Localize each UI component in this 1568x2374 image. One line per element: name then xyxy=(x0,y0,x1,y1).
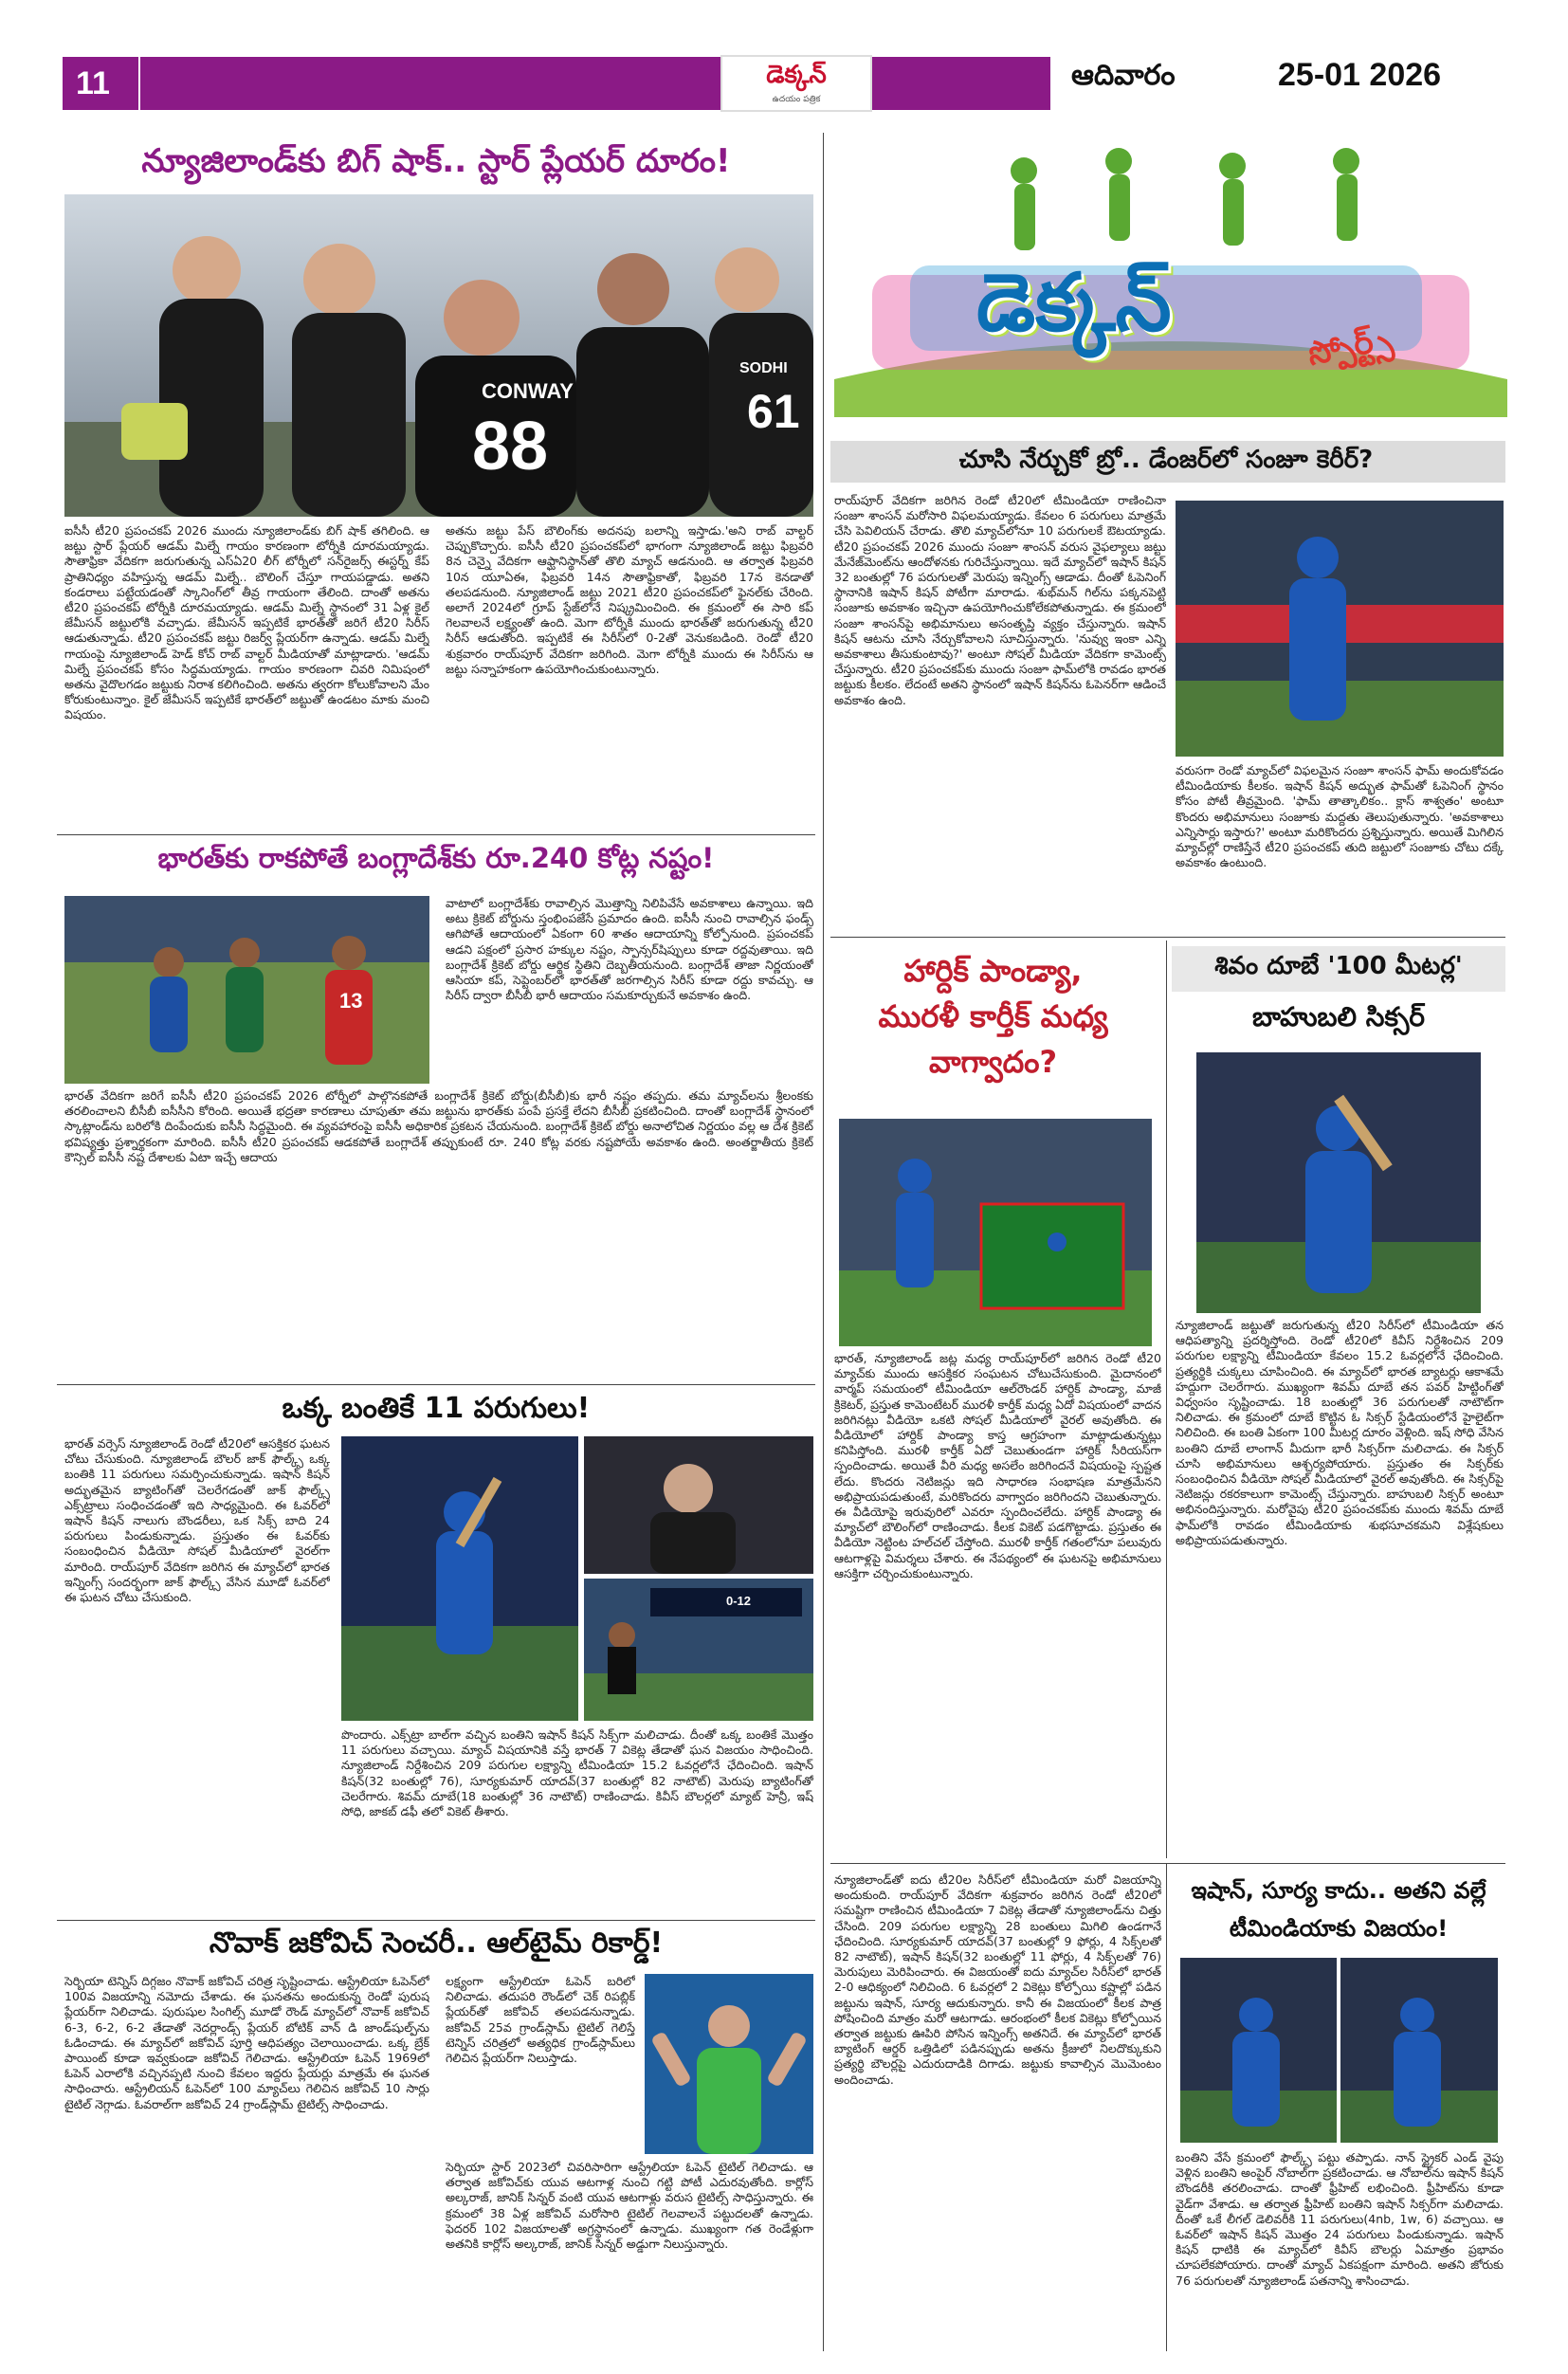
article-sanju-body: రాయ్‌పూర్ వేదికగా జరిగిన రెండో టీ20లో టీమిండియా రాణించినా సంజూ శాంసన్ మరోసారి విఫలమయ్యాడు. కేవలం 6 పరుగులు మాత్రమే చేసి పెవిలియన్ చేరాడు. తొలి మ్యాచ్‌లోనూ 10 పరుగులకే ఔటయ్యాడు. టీ20 ప్రపంచకప్ 2026 ముందు సంజూ శాంసన్ వరుస వైఫల్యాలు జట్టు మేనేజ్‌మెంట్‌ను ఆందోళనకు గురిచేస్తున్నాయి. ఇదే మ్యాచ్‌లో ఇషాన్ కిషన్ 32 బంతుల్లో 76 పరుగులతో మెరుపు ఇన్నింగ్స్ ఆడాడు. దీంతో ఓపెనింగ్ స్థానానికి ఇషాన్ కిషన్ పోటీగా మారాడు. శుభ్‌మన్ గిల్‌ను పక్కనపెట్టి సంజూకు అవకాశం ఇచ్చినా ఉపయోగించుకోలేకపోతున్నాడు. ఈ క్రమంలో సంజూ శాంసన్‌పై అభిమానులు అసంతృప్తి వ్యక్తం చేస్తున్నారు. ఇషాన్ కిషన్ ఆటను చూసి నేర్చుకోవాలని సూచిస్తున్నారు. 'నువ్వు ఇంకా ఎన్ని అవకాశాలు తీసుకుంటావు?' అంటూ సోషల్ మీడియా వేదికగా కామెంట్స్ చేస్తున్నారు. టీ20 ప్రపంచకప్‌కు ముందు సంజూ ఫామ్‌లోకి రావడం భారత జట్టుకు కీలకం. లేదంటే అతని స్థానంలో ఇషాన్ కిషన్‌ను ఓపెనర్‌గా ఆడించే అవకాశం ఉంది. xyxy=(834,493,1166,707)
headline-hardik-line1: హార్దిక్ పాండ్యా, xyxy=(903,953,1083,989)
jersey-number-61: 61 xyxy=(747,385,800,438)
sports-banner xyxy=(834,133,1507,417)
article-nz-col2: అతను జట్టు పేస్ బౌలింగ్‌కు అదనపు బలాన్ని ఇస్తాడు.'అని రాబ్ వాల్టర్ చెప్పుకొచ్చారు. ఐసీసీ టీ20 ప్రపంచకప్‌లో భాగంగా న్యూజిలాండ్ జట్టు ఫిబ్రవరి 8న చెన్నై వేదికగా ఆఫ్ఘానిస్థాన్‌తో తొలి మ్యాచ్ ఆడనుంది. ఆ తర్వాత ఫిబ్రవరి 10న యూఏఈ, ఫిబ్రవరి 14న సౌతాఫ్రికాతో, ఫిబ్రవరి 17న కెనడాతో తలపడనుంది. న్యూజిలాండ్ జట్టు 2021 టీ20 ప్రపంచకప్‌లో ఫైనల్‌కు చేరింది. అలాగే 2024లో గ్రూప్ స్టేజ్‌లోనే నిష్క్రమించింది. ఈ క్రమంలో ఈ సారి కప్ గెలవాలనే లక్ష్యంతో ఉంది. మెగా టోర్నీకి ముందు భారత్‌తో జరుగుతున్న టీ20 సిరీస్ ఆడుతోంది. ఇప్పటికే ఈ సిరీస్‌లో 0-2తో వెనుకబడింది. రెండో టీ20 శుక్రవారం రాయ్‌పూర్ వేదికగా జరిగింది. మెగా టోర్నీకి ముందు ఈ సిరీస్‌ను ఆ జట్టు సన్నాహకంగా ఉపయోగించుకుంటున్నారు. xyxy=(446,523,813,676)
photo-umpire xyxy=(584,1436,813,1574)
headline-nz: న్యూజిలాండ్‌కు బిగ్ షాక్.. స్టార్ ప్లేయర్ దూరం! xyxy=(141,142,731,180)
rule xyxy=(57,1384,815,1385)
header-day: ఆదివారం xyxy=(1071,59,1176,92)
article-dube-body: న్యూజిలాండ్ జట్టుతో జరుగుతున్న టీ20 సిరీస్‌లో టీమిండియా తన ఆధిపత్యాన్ని ప్రదర్శిస్తోంది. రెండో టీ20లో కివీస్ నిర్దేశించిన 209 పరుగుల లక్ష్యాన్ని టీమిండియా కేవలం 15.2 ఓవర్లలోనే ఛేదించింది. ప్రత్యర్థికి చుక్కలు చూపించింది. ఈ మ్యాచ్‌లో భారత బ్యాటర్లు ఆకాశమే హద్దుగా చెలరేగారు. ముఖ్యంగా శివమ్ దూబే తన పవర్ హిట్టింగ్‌తో విధ్వంసం సృష్టించాడు. 18 బంతుల్లో 36 పరుగులతో నాటౌట్‌గా నిలిచాడు. ఈ క్రమంలో దూబే కొట్టిన ఓ సిక్సర్ స్టేడియంలోనే హైలైట్‌గా నిలిచింది. ఈ బంతి ఏకంగా 100 మీటర్ల దూరం వెళ్లింది. ఇష్ సోధి వేసిన బంతిని దూబే లాంగాన్ మీదుగా భారీ సిక్సర్‌గా మలిచాడు. ఈ సిక్సర్ చూసి అభిమానులు ఆశ్చర్యపోయారు. ప్రస్తుతం ఈ సిక్సర్‌కు సంబంధించిన వీడియో సోషల్ మీడియాలో వైరల్ అవుతోంది. ఈ సిక్సర్‌పై నెటిజన్లు రకరకాలుగా కామెంట్స్ చేస్తున్నారు. బాహుబలి సిక్సర్ అంటూ అభినందిస్తున్నారు. మరోవైపు టీ20 ప్రపంచకప్‌కు ముందు శివమ్ దూబే ఫామ్‌లోకి రావడం టీమిండియాకు శుభసూచకమని విశ్లేషకులు అభిప్రాయపడుతున్నారు. xyxy=(1176,1318,1504,1547)
column-divider xyxy=(1166,1863,1167,2351)
header-date: 25-01 2026 xyxy=(1278,57,1442,93)
photo-nz-team xyxy=(64,194,813,517)
jersey-name-sodhi: SODHI xyxy=(739,360,788,376)
article-djokovic-col1: సెర్బియా టెన్నిస్ దిగ్గజం నొవాక్ జకోవిచ్ చరిత్ర సృష్టించాడు. ఆస్ట్రేలియా ఓపెన్‌లో 100వ విజయాన్ని నమోదు చేశాడు. ఈ ఘనతను అందుకున్న రెండో పురుష ప్లేయర్‌గా నిలిచాడు. పురుషుల సింగిల్స్ మూడో రౌండ్ మ్యాచ్‌లో నొవాక్ జకోవిచ్ 6-3, 6-2, 6-2 తేడాతో నెదర్లాండ్స్ ప్లేయర్ బోటిక్ వాన్ డి జాండ్‌షుల్ప్‌ను ఓడించాడు. ఈ మ్యాచ్‌లో జకోవిచ్ పూర్తి ఆధిపత్యం చెలాయించాడు. ఒక్క బ్రేక్ పాయింట్ కూడా ఇవ్వకుండా జకోవిచ్ గెలిచాడు. ఆస్ట్రేలియా ఓపెన్ 1969లో ఓపెన్ ఎరాలోకి వచ్చినప్పటి నుంచి కేవలం ఇద్దరు ప్లేయర్లు మాత్రమే ఈ ఘనత సాధించారు. ఆస్ట్రేలియన్ ఓపెన్‌లో 100 మ్యాచ్‌లు గెలిచిన జకోవిచ్ 10 సార్లు టైటిల్ నెగ్గాడు. ఓవరాల్‌గా జకోవిచ్ 24 గ్రాండ్‌స్లామ్ టైటిల్స్ సాధించాడు. xyxy=(64,1974,429,2111)
photo-ishan-surya xyxy=(1180,1958,1498,2143)
headline-hardik-line2: మురళీ కార్తీక్ మధ్య xyxy=(878,998,1108,1034)
rule xyxy=(830,937,1505,938)
logo-title: డెక్కన్ xyxy=(766,61,827,89)
banner-title: డెక్కన్ xyxy=(976,256,1172,349)
headline-bangladesh: భారత్‌కు రాకపోతే బంగ్లాదేశ్‌కు రూ.240 కోట్ల నష్టం! xyxy=(157,842,715,874)
headline-ishan-line1: ఇషాన్, సూర్య కాదు.. అతని వల్లే xyxy=(1191,1877,1486,1904)
headline-eleven-runs: ఒక్క బంతికే 11 పరుగులు! xyxy=(282,1392,591,1425)
headline-sanju: చూసి నేర్చుకో బ్రో.. డేంజర్‌లో సంజూ కెరీర్? xyxy=(958,446,1374,474)
headline-dube-line2: బాహుబలి సిక్సర్ xyxy=(1252,1001,1425,1032)
article-bangladesh-right: వాటాలో బంగ్లాదేశ్‌కు రావాల్సిన మొత్తాన్ని నిలిపివేసే అవకాశాలు ఉన్నాయి. ఇది అటు క్రికెట్ బోర్డును స్తంభింపజేసే ప్రమాదం ఉంది. ఐసీసీ నుంచి రావాల్సిన ఫండ్స్ ఆగిపోతే ఆదాయంలో ఏకంగా 60 శాతం ఆదాయాన్ని కోల్పోనుంది. ప్రపంచకప్ ఆడని పక్షంలో ప్రసార హక్కుల నష్టం, స్పాన్సర్‌షిప్పులు కూడా రద్దవుతాయి. ఇది బంగ్లాదేశ్ క్రికెట్ బోర్డు ఆర్థిక స్థితిని దెబ్బతీయనుంది. బంగ్లాదేశ్ తాజా నిర్ణయంతో ఆసియా కప్, సెప్టెంబర్‌లో భారత్‌తో జరగాల్సిన సిరీస్ కూడా రద్దు కావచ్చు. ఆ సిరీస్ ద్వారా బీసీబీ భారీ ఆదాయం సమకూర్చుకునే అవకాశం ఉంది. xyxy=(446,896,813,1003)
headline-dube-line1: శివం దూబే '100 మీటర్ల' xyxy=(1214,952,1463,980)
headline-djokovic: నొవాక్ జకోవిచ్ సెంచరీ.. ఆల్‌టైమ్ రికార్డ్! xyxy=(209,1927,664,1960)
photo-bangladesh-match xyxy=(64,896,429,1084)
headline-ishan-line2: టీమిండియాకు విజయం! xyxy=(1229,1915,1449,1942)
masthead-logo xyxy=(720,55,872,112)
headline-hardik xyxy=(834,948,1152,1085)
banner-subtitle: స్పోర్ట్స్ xyxy=(1304,319,1395,374)
article-nz-col1: ఐసీసీ టీ20 ప్రపంచకప్ 2026 ముందు న్యూజిలాండ్‌కు బిగ్ షాక్ తగిలింది. ఆ జట్టు స్టార్ ప్లేయర్ ఆడమ్ మిల్నే గాయం కారణంగా టోర్నీకి దూరమయ్యాడు. సౌతాఫ్రికా వేదికగా జరుగుతున్న ఎస్ఏ20 లీగ్ టోర్నీలో సన్‌రైజర్స్ ఈస్టర్న్ కేప్ ప్రాతినిధ్యం వహిస్తున్న ఆడమ్ మిల్నే.. బౌలింగ్ చేస్తూ గాయపడ్డాడు. అతని కండరాలు పట్టేయడంతో స్కానింగ్‌లో తీవ్ర గాయంగా తేలింది. దాంతో అతను టీ20 ప్రపంచకప్ టోర్నీకి దూరమయ్యాడు. ఆడమ్ మిల్నే స్థానంలో 31 ఏళ్ల కైల్ జేమీసన్ జట్టులోకి వచ్చాడు. జేమీసన్ ఇప్పటికే భారత్‌తో జరిగే టీ20 సిరీస్ ఆడుతున్నాడు. టీ20 ప్రపంచకప్ జట్టు రిజర్వ్ ప్లేయర్‌గా ఉన్నాడు. ఆడమ్ మిల్నే గాయంపై న్యూజిలాండ్ హెడ్ కోచ్ రాబ్ వాల్టర్ మీడియాతో మాట్లాడారు. 'ఆడమ్ మిల్నే ప్రపంచకప్ కోసం సిద్ధమయ్యాడు. గాయం కారణంగా చివరి నిమిషంలో అతను వైదొలగడం జట్టుకు నిరాశ కలిగించింది. అతను త్వరగా కోలుకోవాలని మేం కోరుకుంటున్నాం. కైల్ జేమీసన్ ఇప్పటికే భారత్‌లో జట్టుతో ఉండటం మాకు మంచి విషయం. xyxy=(64,523,429,722)
column-divider xyxy=(1166,940,1167,1858)
logo-subtitle: ఉదయం పత్రిక xyxy=(772,95,821,104)
article-sixes-col2: పొందారు. ఎక్స్‌ట్రా బాల్‌గా వచ్చిన బంతిని ఇషాన్ కిషన్ సిక్స్‌గా మలిచాడు. దీంతో ఒక్క బంతికే మొత్తం 11 పరుగులు వచ్చాయి. మ్యాచ్ విషయానికి వస్తే భారత్ 7 వికెట్ల తేడాతో ఘన విజయం సాధించింది. న్యూజిలాండ్ నిర్దేశించిన 209 పరుగుల లక్ష్యాన్ని టీమిండియా 15.2 ఓవర్లలోనే ఛేదించింది. ఇషాన్ కిషన్(32 బంతుల్లో 76), సూర్యకుమార్ యాదవ్(37 బంతుల్లో 82 నాటౌట్) మెరుపు బ్యాటింగ్‌తో చెలరేగారు. శివమ్ దూబే(18 బంతుల్లో 36 నాటౌట్) రాణించాడు. కివీస్ బౌలర్లలో మ్యాట్ హెన్రీ, ఇష్ సోధి, జాకబ్ డఫీ తలో వికెట్ తీశారు. xyxy=(341,1727,813,1819)
photo-sanju xyxy=(1176,501,1504,757)
jersey-number-13: 13 xyxy=(339,989,363,1013)
rule xyxy=(830,1863,1505,1864)
headline-hardik-line3: వాగ్వాదం? xyxy=(928,1044,1058,1080)
article-djokovic-bottom: సెర్బియా స్టార్ 2023లో చివరిసారిగా ఆస్ట్రేలియా ఓపెన్ టైటిల్ గెలిచాడు. ఆ తర్వాత జకోవిచ్‌కు యువ ఆటగాళ్ల నుంచి గట్టి పోటీ ఎదురవుతోంది. కార్లోస్ అల్కరాజ్, జానిక్ సిన్నర్ వంటి యువ ఆటగాళ్లు వరుస టైటిల్స్ సాధిస్తున్నారు. ఈ క్రమంలో 38 ఏళ్ల జకోవిచ్ మరోసారి టైటిల్ గెలవాలనే పట్టుదలతో ఉన్నాడు. ఫెదరర్ 102 విజయాలతో అగ్రస్థానంలో ఉన్నాడు. ముఖ్యంగా గత రెండేళ్లుగా అతనికి కార్లోస్ అల్కరాజ్, జానిక్ సిన్నర్ అడ్డుగా నిలుస్తున్నారు. xyxy=(446,2160,813,2252)
article-bangladesh-body: భారత్ వేదికగా జరిగే ఐసీసీ టీ20 ప్రపంచకప్ 2026 టోర్నీలో పాల్గొనకపోతే బంగ్లాదేశ్ క్రికెట్ బోర్డు(బీసీబీ)కు భారీ నష్టం తప్పదు. తమ మ్యాచ్‌లను శ్రీలంకకు తరలించాలని బీసీబీ ఐసీసీని కోరింది. అయితే భద్రతా కారణాలు చూపుతూ తమ జట్టును భారత్‌కు పంపే ప్రసక్తే లేదని బీసీబీ ప్రకటించింది. దాంతో బంగ్లాదేశ్ స్థానంలో స్కాట్లాండ్‌ను బరిలోకి దింపేందుకు ఐసీసీ సిద్ధమైంది. ఈ వ్యవహారంపై ఐసీసీ అధికారిక ప్రకటన చేయనుంది. బంగ్లాదేశ్ క్రికెట్ బోర్డు అనాలోచిత నిర్ణయం వల్ల ఆ దేశ క్రికెట్ భవిష్యత్తు ప్రశ్నార్థకంగా మారింది. ఐసీసీ టీ20 ప్రపంచకప్ ఆడకపోతే బంగ్లాదేశ్ తప్పుకుంటే రూ. 240 కోట్ల వరకు నష్టపోయే అవకాశం ఉంది. అంతర్జాతీయ క్రికెట్ కౌన్సిల్ ఐసీసీ నష్ట దేశాలకు ఏటా ఇచ్చే ఆదాయ xyxy=(64,1088,813,1164)
article-djokovic-right: లక్ష్యంగా ఆస్ట్రేలియా ఓపెన్ బరిలో నిలిచాడు. తదుపరి రౌండ్‌లో చెక్ రిపబ్లిక్ ప్లేయర్‌తో జకోవిచ్ తలపడనున్నాడు. జకోవిచ్ 25వ గ్రాండ్‌స్లామ్ టైటిల్ గెలిస్తే టెన్నిస్ చరిత్రలో అత్యధిక గ్రాండ్‌స్లామ్‌లు గెలిచిన ప్లేయర్‌గా నిలుస్తాడు. xyxy=(446,1974,635,2066)
rule xyxy=(57,1920,815,1921)
jersey-name-conway: CONWAY xyxy=(482,379,574,403)
header-bar xyxy=(140,57,1050,110)
photo-dube xyxy=(1196,1052,1481,1313)
photo-scoreboard xyxy=(584,1579,813,1721)
page-number: 11 xyxy=(63,57,138,110)
photo-hardik xyxy=(839,1119,1152,1346)
caption-sanju: వరుసగా రెండో మ్యాచ్‌లో విఫలమైన సంజూ శాంసన్ ఫామ్ అందుకోవడం టీమిండియాకు కీలకం. ఇషాన్ కిషన్ అద్భుత ఫామ్‌తో ఓపెనింగ్ స్థానం కోసం పోటీ తీవ్రమైంది. 'ఫామ్ తాత్కాలికం.. క్లాస్ శాశ్వతం' అంటూ కొందరు అభిమానులు సంజూకు మద్దతు తెలుపుతున్నారు. 'అవకాశాలు ఎన్నిసార్లు ఇస్తారు?' అంటూ మరికొందరు ప్రశ్నిస్తున్నారు. అయితే మిగిలిన మ్యాచ్‌ల్లో రాణిస్తేనే టీ20 ప్రపంచకప్ తుది జట్టులో సంజూకు చోటు దక్కే అవకాశం ఉంటుంది. xyxy=(1176,763,1504,870)
article-sixes-col1: భారత్ వర్సెస్ న్యూజిలాండ్ రెండో టీ20లో ఆసక్తికర ఘటన చోటు చేసుకుంది. న్యూజిలాండ్ బౌలర్ జాక్ ఫౌల్క్స్ ఒక్క బంతికి 11 పరుగులు సమర్పించుకున్నాడు. ఇషాన్ కిషన్ అద్భుతమైన బ్యాటింగ్‌తో చెలరేగడంతో జాక్ ఫౌల్క్స్ ఎక్స్‌ట్రాలు సంధించడంతో ఇది సాధ్యమైంది. ఈ ఓవర్‌లో ఇషాన్ కిషన్ నాలుగు బౌండరీలు, ఒక సిక్స్ బాది 24 పరుగులు పిండుకున్నాడు. ప్రస్తుతం ఈ ఓవర్‌కు సంబంధించిన వీడియో సోషల్ మీడియాలో వైరల్‌గా మారింది. రాయ్‌పూర్ వేదికగా జరిగిన ఈ మ్యాచ్‌లో భారత ఇన్నింగ్స్ సందర్భంగా జాక్ ఫౌల్క్స్ వేసిన మూడో ఓవర్‌లో ఈ ఘటన చోటు చేసుకుంది. xyxy=(64,1436,330,1605)
article-ishan-right: బంతిని వేసే క్రమంలో ఫౌల్క్స్ పట్టు తప్పాడు. నాన్ స్ట్రైకర్ ఎండ్ వైపు వెళ్లిన బంతిని అంపైర్ నోబాల్‌గా ప్రకటించాడు. ఆ నోబాల్‌ను ఇషాన్ కిషన్ బౌండరీకి తరలించాడు. దాంతో ఫ్రీహిట్ లభించింది. ఫ్రీహిట్‌ను కూడా వైడ్‌గా వేశాడు. ఆ తర్వాత ఫ్రీహిట్ బంతిని ఇషాన్ సిక్సర్‌గా మలిచాడు. దీంతో ఒకే లీగల్ డెలివరీకి 11 పరుగులు(4nb, 1w, 6) వచ్చాయి. ఆ ఓవర్‌లో ఇషాన్ కిషన్ మొత్తం 24 పరుగులు పిండుకున్నాడు. ఇషాన్ కిషన్ ధాటికి ఈ మ్యాచ్‌లో కివీస్ బౌలర్లు ఏమాత్రం ప్రభావం చూపలేకపోయారు. దాంతో మ్యాచ్ ఏకపక్షంగా మారింది. అతని జోరుకు 76 పరుగులతో న్యూజిలాండ్ పతనాన్ని శాసించాడు. xyxy=(1176,2150,1504,2288)
scoreboard-score: 0-12 xyxy=(726,1594,752,1608)
rule xyxy=(57,834,815,835)
photo-ishan-batting xyxy=(341,1436,578,1721)
jersey-number-88: 88 xyxy=(472,409,549,484)
photo-djokovic xyxy=(645,1974,813,2154)
article-ishan-left: న్యూజిలాండ్‌తో ఐదు టీ20ల సిరీస్‌లో టీమిండియా మరో విజయాన్ని అందుకుంది. రాయ్‌పూర్ వేదికగా శుక్రవారం జరిగిన రెండో టీ20లో సమష్టిగా రాణించిన టీమిండియా 7 వికెట్ల తేడాతో న్యూజిలాండ్‌ను చిత్తు చేసింది. 209 పరుగుల లక్ష్యాన్ని 28 బంతులు మిగిలి ఉండగానే ఛేదించింది. సూర్యకుమార్ యాదవ్(37 బంతుల్లో 9 ఫోర్లు, 4 సిక్స్‌లతో 82 నాటౌట్), ఇషాన్ కిషన్(32 బంతుల్లో 11 ఫోర్లు, 4 సిక్స్‌లతో 76) మెరుపులు మెరిపించారు. ఈ విజయంతో ఐదు మ్యాచ్‌ల సిరీస్‌లో భారత్ 2-0 ఆధిక్యంలో నిలిచింది. 6 ఓవర్లలో 2 వికెట్లు కోల్పోయి కష్టాల్లో పడిన జట్టును ఇషాన్, సూర్య ఆదుకున్నారు. కానీ ఈ విజయంలో కీలక పాత్ర పోషించింది మాత్రం మరో ఆటగాడు. ఆరంభంలో కీలక వికెట్లు కోల్పోయిన తర్వాత జట్టుకు ఊపిరి పోసిన ఇన్నింగ్స్ అతనిదే. ఈ మ్యాచ్‌లో భారత్ బ్యాటింగ్ ఆర్డర్ ఒత్తిడిలో పడినప్పుడు అతను క్రీజులో నిలదొక్కుకుని ప్రత్యర్థి బౌలర్లపై ఎదురుదాడికి దిగాడు. జట్టుకు కావాల్సిన మొమెంటం అందించాడు. xyxy=(834,1872,1161,2087)
column-divider xyxy=(823,133,824,2351)
article-hardik-body: భారత్, న్యూజిలాండ్ జట్ల మధ్య రాయ్‌పూర్‌లో జరిగిన రెండో టీ20 మ్యాచ్‌కు ముందు ఆసక్తికర సంఘటన చోటుచేసుకుంది. మైదానంలో వార్మప్ సమయంలో టీమిండియా ఆల్‌రౌండర్ హార్దిక్ పాండ్యా, మాజీ క్రికెటర్, ప్రస్తుత కామెంటేటర్ మురళీ కార్తీక్ మధ్య ఏదో విషయంలో వాదన జరిగినట్లు వీడియో ఒకటి సోషల్ మీడియాలో వైరల్ అవుతోంది. ఈ వీడియోలో హార్దిక్ పాండ్యా కాస్త ఆగ్రహంగా మాట్లాడుతున్నట్లు కనిపిస్తోంది. మురళీ కార్తీక్ ఏదో చెబుతుండగా హార్దిక్ సీరియస్‌గా స్పందించాడు. అయితే వీరి మధ్య అసలేం జరిగిందనే విషయంపై స్పష్టత లేదు. కొందరు నెటిజన్లు ఇది సాధారణ సంభాషణ మాత్రమేనని అభిప్రాయపడుతుంటే, మరికొందరు వాగ్వాదం జరిగిందని చెబుతున్నారు. ఈ వీడియోపై ఇరువురిలో ఎవరూ స్పందించలేదు. హార్దిక్ పాండ్యా ఈ మ్యాచ్‌లో బౌలింగ్‌లో రాణించాడు. కీలక వికెట్ పడగొట్టాడు. ప్రస్తుతం ఈ వీడియో నెట్టింట హల్‌చల్ చేస్తోంది. మురళీ కార్తీక్ గతంలోనూ పలువురు ఆటగాళ్లపై విమర్శలు చేశారు. ఈ నేపథ్యంలో ఈ ఘటనపై అభిమానులు ఆసక్తిగా చర్చించుకుంటున్నారు. xyxy=(834,1351,1161,1580)
